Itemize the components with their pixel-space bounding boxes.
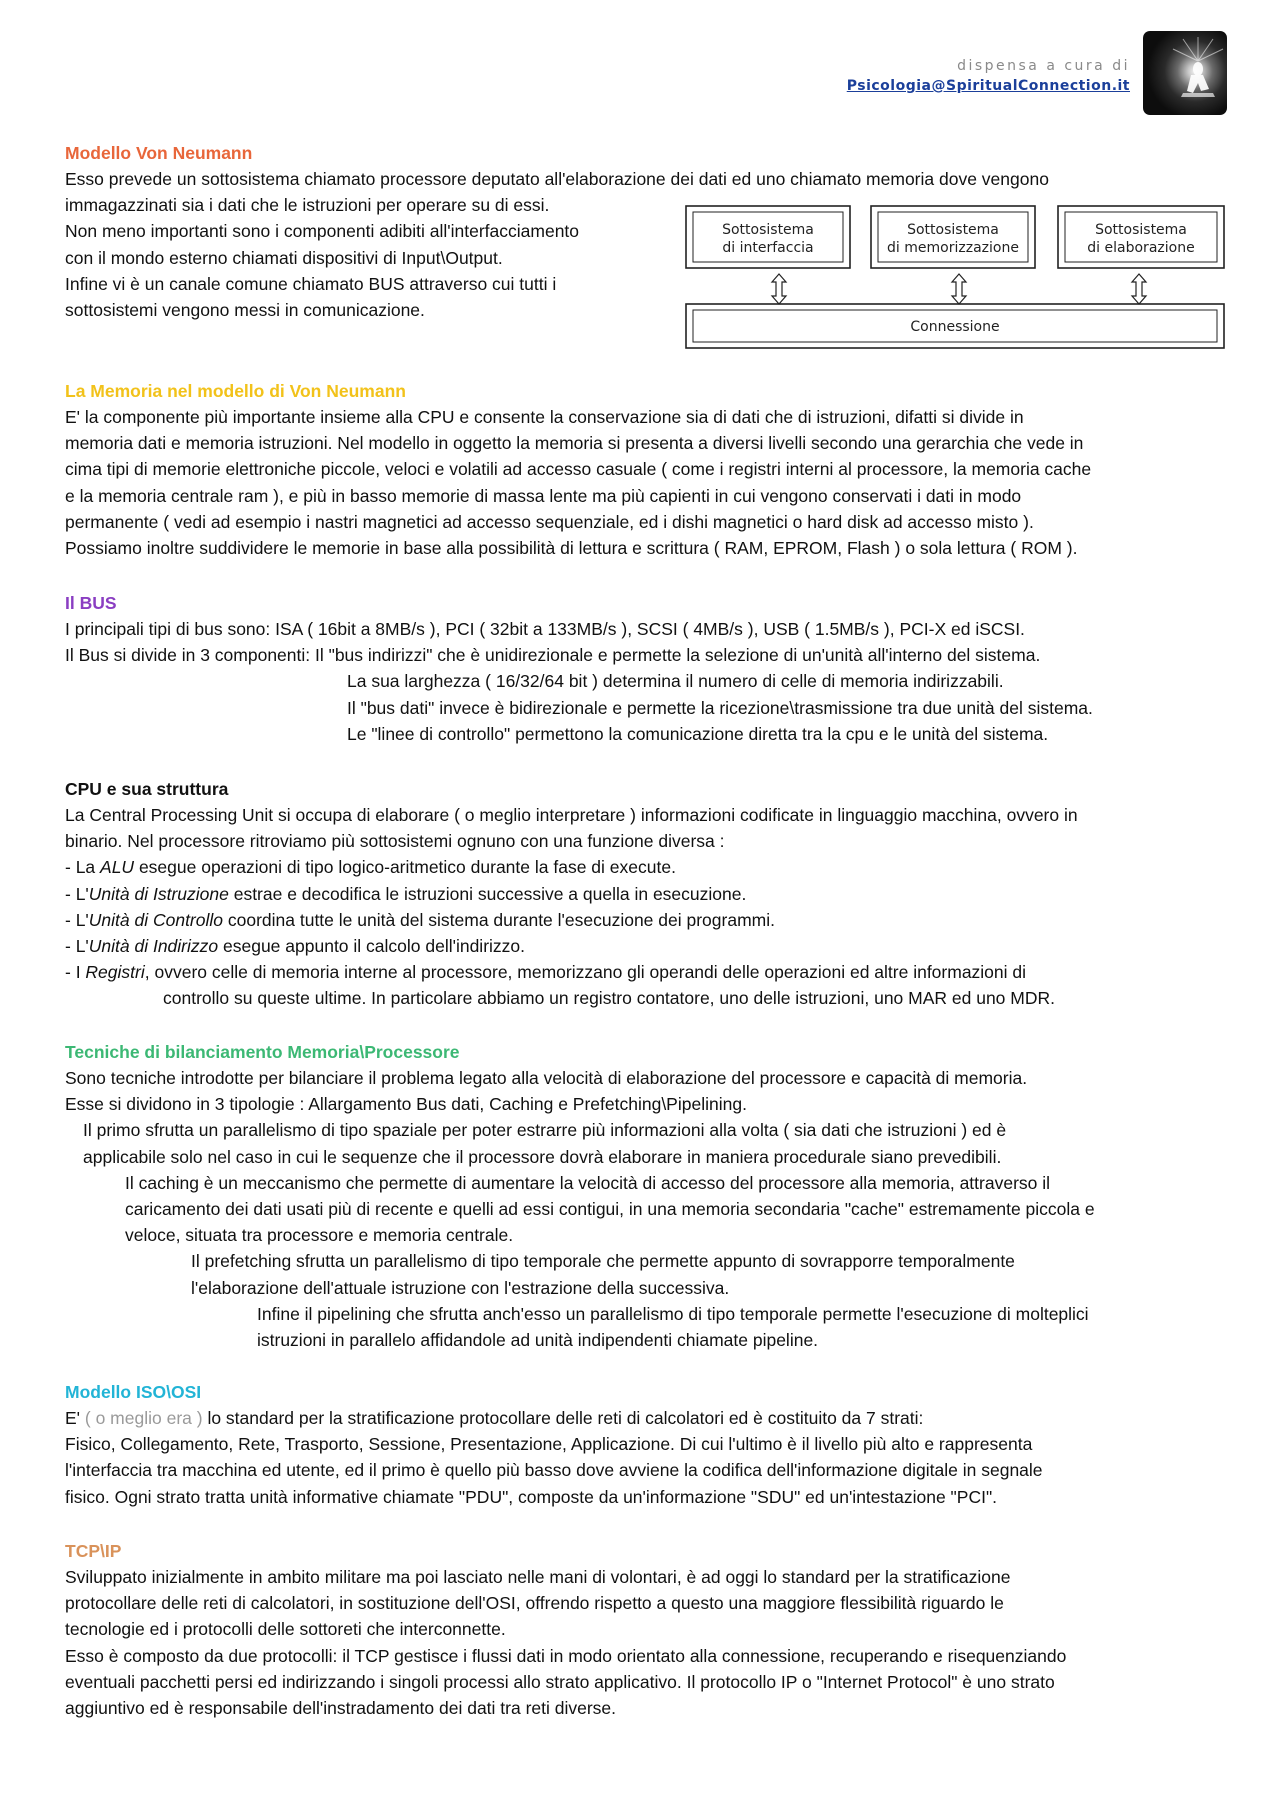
list-item: - La ALU esegue operazioni di tipo logico-aritmetico durante la fase di execute. — [65, 857, 676, 878]
paragraph-line: l'elaborazione dell'attuale istruzione con l'estrazione della successiva. — [191, 1277, 730, 1298]
paragraph-line: fisico. Ogni strato tratta unità informative chiamate "PDU", composte da un'informazione "SDU" ed un'intestazione "PCI". — [65, 1486, 998, 1507]
header-byline: dispensa a cura di — [957, 58, 1130, 74]
paragraph-line: eventuali pacchetti persi ed indirizzando i singoli processi allo strato applicativo. Il protocollo IP o "Internet Protocol" è uno strato — [65, 1671, 1055, 1692]
paragraph-line: Esse si dividono in 3 tipologie : Allargamento Bus dati, Caching e Prefetching\Pipelining. — [65, 1094, 747, 1115]
paragraph-line: Il prefetching sfrutta un parallelismo di tipo temporale che permette appunto di sovrapporre temporalmente — [191, 1251, 1015, 1272]
paragraph-line: Infine vi è un canale comune chiamato BUS attraverso cui tutti i — [65, 273, 557, 294]
paragraph-line: La sua larghezza ( 16/32/64 bit ) determina il numero di celle di memoria indirizzabili. — [347, 671, 1004, 692]
paragraph-line: Non meno importanti sono i componenti adibiti all'interfacciamento — [65, 221, 580, 242]
diagram-box3-line2: di elaborazione — [1087, 240, 1195, 256]
paragraph-line: Esso prevede un sottosistema chiamato processore deputato all'elaborazione dei dati ed uno chiamato memoria dove vengono — [65, 169, 1049, 189]
arrow-memory-bus — [952, 274, 966, 304]
paragraph-line: l'interfaccia tra macchina ed utente, ed il primo è quello più basso dove avviene la codifica dell'informazione digitale in segnale — [65, 1460, 1043, 1481]
arrow-processor-bus — [1132, 274, 1146, 304]
header-email-link[interactable]: Psicologia@SpiritualConnection.it — [846, 78, 1130, 94]
section-tcp-ip — [65, 1538, 1225, 1721]
heading-cpu: CPU e sua struttura — [65, 779, 229, 799]
paragraph-line: I principali tipi di bus sono: ISA ( 16bit a 8MB/s ), PCI ( 32bit a 133MB/s ), SCSI ( 4MB/s ), USB ( 1.5MB/s ), PCI-X ed iSCSI. — [65, 619, 1025, 639]
section-tecniche — [65, 1039, 1225, 1353]
diagram-box2-line2: di memorizzazione — [887, 240, 1019, 256]
diagram-box1-line1: Sottosistema — [722, 222, 814, 238]
paragraph-line: aggiuntivo ed è responsabile dell'instradamento dei dati tra reti diverse. — [65, 1698, 617, 1719]
header-credit — [847, 58, 1130, 94]
paragraph-line: binario. Nel processore ritroviamo più sottosistemi ognuno con una funzione diversa : — [65, 831, 725, 852]
paragraph-line: tecnologie ed i protocolli delle sottoreti che interconnette. — [65, 1619, 506, 1640]
paragraph-line: sottosistemi vengono messi in comunicazione. — [65, 300, 425, 321]
heading-memoria: La Memoria nel modello di Von Neumann — [65, 381, 406, 401]
logo — [1143, 31, 1227, 115]
paragraph-line: applicabile solo nel caso in cui le sequenze che il processore dovrà elaborare in maniera procedurale siano prevedibili. — [83, 1146, 1002, 1167]
heading-iso-osi: Modello ISO\OSI — [65, 1382, 202, 1402]
list-item: - L'Unità di Istruzione estrae e decodifica le istruzioni successive a quella in esecuzione. — [65, 883, 747, 904]
paragraph-line: Le "linee di controllo" permettono la comunicazione diretta tra la cpu e le unità del sistema. — [347, 723, 1049, 744]
paragraph-line: caricamento dei dati usati più di recente e quelli ad essi contigui, in una memoria secondaria "cache" estremamente piccola e — [125, 1199, 1095, 1220]
heading-von-neumann: Modello Von Neumann — [65, 143, 253, 163]
list-item: - L'Unità di Controllo coordina tutte le unità del sistema durante l'esecuzione dei programmi. — [65, 909, 775, 930]
von-neumann-diagram — [684, 204, 1228, 352]
section-cpu — [65, 776, 1225, 1012]
paragraph-line: Il "bus dati" invece è bidirezionale e permette la ricezione\trasmissione tra due unità del sistema. — [347, 697, 1093, 718]
heading-tecniche: Tecniche di bilanciamento Memoria\Processore — [65, 1042, 460, 1062]
paragraph-line: Infine il pipelining che sfrutta anch'esso un parallelismo di tipo temporale permette l'esecuzione di molteplici — [257, 1303, 1089, 1324]
list-item: - L'Unità di Indirizzo esegue appunto il calcolo dell'indirizzo. — [65, 936, 526, 957]
paragraph-line: e la memoria centrale ram ), e più in basso memorie di massa lente ma più capienti in cui vengono conservati i dati in modo — [65, 485, 1022, 506]
paragraph-line: immagazzinati sia i dati che le istruzioni per operare su di essi. — [65, 195, 550, 216]
paragraph-line: con il mondo esterno chiamati dispositivi di Input\Output. — [65, 247, 503, 268]
paragraph-line: cima tipi di memorie elettroniche piccole, veloci e volatili ad accesso casuale ( come i registri interni al processore, la memoria cache — [65, 459, 1092, 480]
paragraph-line: veloce, situata tra processore e memoria centrale. — [125, 1225, 514, 1246]
section-iso-osi — [65, 1379, 1225, 1510]
heading-tcp-ip: TCP\IP — [65, 1541, 122, 1561]
paragraph-line: memoria dati e memoria istruzioni. Nel modello in oggetto la memoria si presenta a diversi livelli secondo una gerarchia che vede in — [65, 433, 1084, 454]
paragraph-line: Il Bus si divide in 3 componenti: Il "bus indirizzi" che è unidirezionale e permette la selezione di un'unità all'interno del sistema. — [65, 645, 1041, 666]
section-bus — [65, 590, 1225, 747]
paragraph-line: controllo su queste ultime. In particolare abbiamo un registro contatore, uno delle istruzioni, uno MAR ed uno MDR. — [163, 988, 1055, 1009]
paragraph-line: Sono tecniche introdotte per bilanciare il problema legato alla velocità di elaborazione del processore e capacità di memoria. — [65, 1068, 1028, 1088]
section-memoria — [65, 378, 1225, 561]
diagram-bus-label: Connessione — [910, 319, 1000, 335]
diagram-box1-line2: di interfaccia — [722, 240, 814, 256]
diagram-box3-line1: Sottosistema — [1095, 222, 1187, 238]
paragraph-line: E' la componente più importante insieme alla CPU e consente la conservazione sia di dati che di istruzioni, difatti si divide in — [65, 407, 1024, 427]
paragraph-line: permanente ( vedi ad esempio i nastri magnetici ad accesso sequenziale, ed i dishi magnetici o hard disk ad accesso misto ). — [65, 511, 1034, 532]
paragraph-line: E' ( o meglio era ) lo standard per la stratificazione protocollare delle reti di calcolatori ed è costituito da 7 strati: — [65, 1408, 924, 1428]
paragraph-line: Il caching è un meccanismo che permette di aumentare la velocità di accesso del processore alla memoria, attraverso il — [125, 1172, 1051, 1193]
paragraph-line: protocollare delle reti di calcolatori, in sostituzione dell'OSI, offrendo rispetto a questo una maggiore flessibilità riguardo le — [65, 1593, 1004, 1614]
paragraph-line: Sviluppato inizialmente in ambito militare ma poi lasciato nelle mani di volontari, è ad oggi lo standard per la stratificazione — [65, 1567, 1011, 1587]
heading-bus: Il BUS — [65, 593, 117, 613]
diagram-box2-line1: Sottosistema — [907, 222, 999, 238]
paragraph-line: Possiamo inoltre suddividere le memorie in base alla possibilità di lettura e scrittura ( RAM, EPROM, Flash ) o sola lettura ( ROM ). — [65, 538, 1078, 559]
paragraph-line: Esso è composto da due protocolli: il TCP gestisce i flussi dati in modo orientato alla connessione, recuperando e risequenziando — [65, 1645, 1067, 1666]
paragraph-line: La Central Processing Unit si occupa di elaborare ( o meglio interpretare ) informazioni codificate in linguaggio macchina, ovvero in — [65, 805, 1078, 825]
arrow-interface-bus — [772, 274, 786, 304]
paragraph-line: Il primo sfrutta un parallelismo di tipo spaziale per poter estrarre più informazioni alla volta ( sia dati che istruzioni ) ed è — [83, 1120, 1007, 1141]
logo-figure-icon — [1143, 31, 1227, 115]
paragraph-line: Fisico, Collegamento, Rete, Trasporto, Sessione, Presentazione, Applicazione. Di cui l'ultimo è il livello più alto e rappresenta — [65, 1434, 1033, 1455]
list-item: - I Registri, ovvero celle di memoria interne al processore, memorizzano gli operandi delle operazioni ed altre informazioni di — [65, 962, 1027, 983]
paragraph-line: istruzioni in parallelo affidandole ad unità indipendenti chiamate pipeline. — [257, 1330, 819, 1351]
